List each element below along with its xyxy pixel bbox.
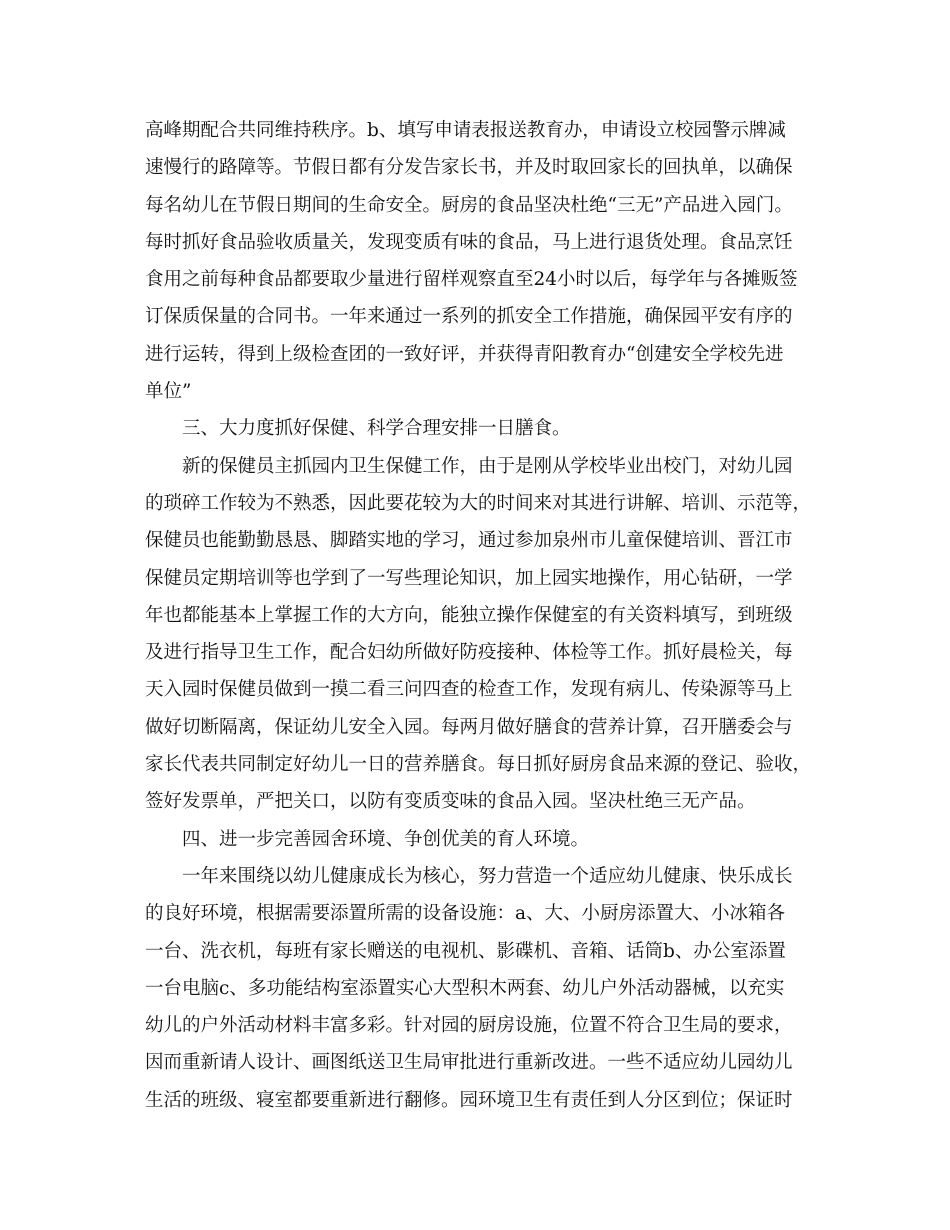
paragraph-first-line: 新的保健员主抓园内卫生保健工作，由于是刚从学校毕业出校门，对幼儿园 (182, 455, 793, 477)
text-line: 一台、洗衣机，每班有家长赠送的电视机、影碟机、音箱、话筒b、办公室添置 (145, 940, 786, 962)
section-heading: 三、大力度抓好保健、科学合理安排一日膳食。 (182, 418, 571, 440)
document-body (145, 112, 812, 1119)
text-line: 保健员定期培训等也学到了一写些理论知识，加上园实地操作，用心钻研，一学 (145, 567, 793, 589)
paragraph-first-line: 一年来围绕以幼儿健康成长为核心，努力营造一个适应幼儿健康、快乐成长 (182, 865, 793, 887)
text-line: 食用之前每种食品都要取少量进行留样观察直至24小时以后，每学年与各摊贩签 (145, 269, 798, 291)
text-line: 及进行指导卫生工作，配合妇幼所做好防疫接种、体检等工作。抓好晨检关，每 (145, 642, 793, 664)
text-line: 生活的班级、寝室都要重新进行翻修。园环境卫生有责任到人分区到位；保证时 (145, 1089, 793, 1111)
text-line: 每时抓好食品验收质量关，发现变质有味的食品，马上进行退货处理。食品烹饪 (145, 231, 793, 253)
text-line: 幼儿的户外活动材料丰富多彩。针对园的厨房设施，位置不符合卫生局的要求， (145, 1015, 793, 1037)
text-line: 的良好环境，根据需要添置所需的设备设施：a、大、小厨房添置大、小冰箱各 (145, 903, 786, 925)
text-line: 年也都能基本上掌握工作的大方向，能独立操作保健室的有关资料填写，到班级 (145, 604, 793, 626)
text-line: 单位” (145, 381, 192, 403)
text-line: 因而重新请人设计、画图纸送卫生局审批进行重新改进。一些不适应幼儿园幼儿 (145, 1052, 793, 1074)
text-line: 速慢行的路障等。节假日都有分发告家长书，并及时取回家长的回执单，以确保 (145, 157, 793, 179)
text-line: 天入园时保健员做到一摸二看三问四查的检查工作，发现有病儿、传染源等马上 (145, 679, 793, 701)
section-heading: 四、进一步完善园舍环境、争创优美的育人环境。 (182, 828, 590, 850)
text-line: 进行运转，得到上级检查团的一致好评，并获得青阳教育办“创建安全学校先进 (145, 343, 784, 365)
text-line: 签好发票单，严把关口，以防有变质变味的食品入园。坚决杜绝三无产品。 (145, 791, 756, 813)
text-line: 家长代表共同制定好幼儿一日的营养膳食。每日抓好厨房食品来源的登记、验收， (145, 754, 812, 776)
text-line: 的琐碎工作较为不熟悉，因此要花较为大的时间来对其进行讲解、培训、示范等， (145, 492, 812, 514)
text-line: 保健员也能勤勤恳恳、脚踏实地的学习，通过参加泉州市儿童保健培训、晋江市 (145, 530, 793, 552)
text-line: 做好切断隔离，保证幼儿安全入园。每两月做好膳食的营养计算，召开膳委会与 (145, 716, 793, 738)
text-line: 高峰期配合共同维持秩序。b、填写申请表报送教育办，申请设立校园警示牌减 (145, 120, 786, 141)
text-line: 每名幼儿在节假日期间的生命安全。厨房的食品坚决杜绝“三无”产品进入园门。 (145, 194, 793, 216)
text-line: 订保质保量的合同书。一年来通过一系列的抓安全工作措施，确保园平安有序的 (145, 306, 793, 328)
text-line: 一台电脑c、多功能结构室添置实心大型积木两套、幼儿户外活动器械，以充实 (145, 977, 785, 999)
